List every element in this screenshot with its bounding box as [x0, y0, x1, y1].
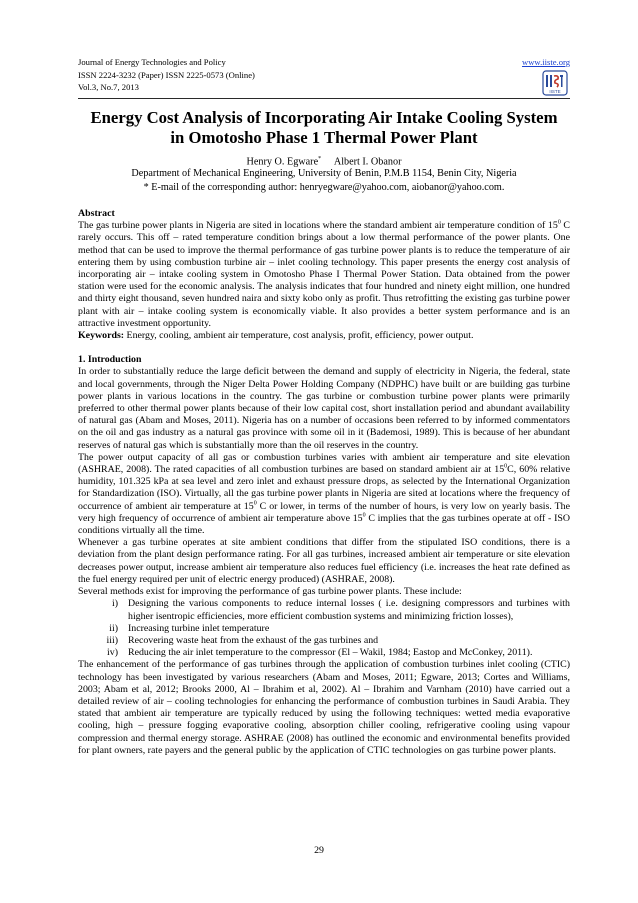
list-item-text: Reducing the air inlet temperature to the compressor (El – Wakil, 1984; Eastop and McConkey, 2011). [128, 647, 533, 659]
list-item [78, 647, 570, 659]
keywords-line [78, 330, 570, 342]
intro-paragraph-1: In order to substantially reduce the large deficit between the demand and supply of electricity in Nigeria, the federal, state and local governments, through the Niger Delta Power Holding Company (NDPHC) have built or are building gas turbine power plants in various locations in the country. The gas turbine or combustion turbine power plants were primarily preferred to other thermal power plants because of their low capital cost, short installation period and abundant availability of natural gas (Abam and Moses, 2011). Nigeria has on a number of occasions been referred to by informed commentators on the oil and gas industry as a natural gas province with some oil in it (Bademosi, 1989). This is because of her abundant reserves of natural gas which is substantially more than the oil reserves in the country. [78, 366, 570, 451]
keywords-text: Energy, cooling, ambient air temperature, cost analysis, profit, efficiency, power output. [124, 330, 474, 342]
header-rule [78, 98, 570, 99]
introduction-heading: 1. Introduction [78, 354, 142, 366]
intro-paragraph-3: Whenever a gas turbine operates at site ambient conditions that differ from the stipulated ISO conditions, there is a deviation from the plant design performance rating. For all gas turbines, increased ambient air temperature or site elevation decreases power output, increase ambient air temperature also reduces fuel efficiency (i.e. increases the heat rate defined as the fuel energy required per unit of electric energy produced) (ASHRAE, 2008). [78, 537, 570, 585]
journal-header [78, 56, 570, 94]
intro-paragraph-4: Several methods exist for improving the performance of gas turbine power plants. These include: [78, 586, 462, 598]
journal-name: Journal of Energy Technologies and Policy [78, 57, 226, 67]
title-line-2: in Omotosho Phase 1 Thermal Power Plant [170, 128, 478, 147]
intro-paragraph-2: The power output capacity of all gas or combustion turbines varies with ambient air temperature and site elevation (ASHRAE, 2008). The rated capacities of all combustion turbines are based on standard ambient air at $15^0C$, 60% relative humidity, 101.325 kPa at sea level and zero inlet and exhaust pressure drops, as selected by the International Organization for Standardization (ISO). Virtually, all the gas turbine power plants in Nigeria are sited at locations where the frequency of occurrence of ambient air temperature at $15^0$ C or lower, in terms of the number of hours, is very low on yearly basis. The very high frequency of occurrence of ambient air temperature above $15^0$ C implies that the gas turbines operate at off - ISO conditions virtually all the time. [78, 451, 570, 537]
list-item-number: ii) [109, 622, 118, 634]
paper-body [78, 208, 570, 757]
volume-line: Vol.3, No.7, 2013 [78, 82, 139, 93]
list-item [78, 635, 570, 647]
list-item-number: i) [111, 598, 118, 610]
list-item-text: Recovering waste heat from the exhaust of the gas turbines and [128, 634, 379, 646]
intro-paragraph-5: The enhancement of the performance of gas turbines through the application of combustion turbines inlet cooling (CTIC) technology has been investigated by various researchers (Abam and Moses, 2011; Egware, 2013; Cortes and Williams, 2003; Abam et al, 2012; Brooks 2000, Al – Ibrahim et al, 2002). Al – Ibrahim and Varnham (2010) have carried out a detailed review of air – cooling technologies for enhancing the performance of combustion turbines in Saudi Arabia. They stated that ambient air temperature are typically reduced by using the following techniques: wetted media evaporative cooling, high – pressure fogging evaporative cooling, absorption chiller cooling, refrigerative cooling using vapour compression and thermal energy storage. ASHRAE (2008) has outlined the economic and environmental benefits provided for plant owners, rate payers and the general public by the application of CTIC technologies on gas turbine power plants. [78, 659, 570, 756]
svg-text:IISTE: IISTE [549, 89, 561, 94]
affiliation: Department of Mechanical Engineering, University of Benin, P.M.B 1154, Benin City, Nigeria [131, 168, 517, 179]
paper-title [78, 108, 570, 148]
journal-url-link[interactable]: www.iiste.org [522, 57, 570, 67]
methods-list [78, 598, 570, 659]
keywords-label: Keywords: [78, 330, 125, 342]
list-item [78, 598, 570, 622]
list-item-number: iii) [106, 634, 118, 646]
iiste-logo [542, 70, 568, 96]
corresponding-mark: * [318, 156, 322, 162]
affiliation-block [78, 167, 570, 194]
page-number: 29 [314, 845, 324, 856]
title-line-1: Energy Cost Analysis of Incorporating Air Intake Cooling System [90, 108, 558, 127]
list-item-number: iv) [107, 647, 118, 659]
iiste-logo-icon [542, 70, 568, 96]
list-item-text: Increasing turbine inlet temperature [128, 622, 270, 634]
list-item [78, 623, 570, 635]
abstract-heading: Abstract [78, 208, 115, 219]
author-1: Henry O. Egware [246, 156, 319, 168]
issn-line: ISSN 2224-3232 (Paper) ISSN 2225-0573 (Online) [78, 69, 255, 80]
abstract-text: The gas turbine power plants in Nigeria are sited in locations where the standard ambient air temperature condition of $15^0$ C rarely occurs. This off – rated temperature condition brings about a low thermal performance of the power plants. One method that can be used to improve the thermal performance of gas turbine power plants is to reduce the temperature of air entering them by using combustion turbine air – inlet cooling technology. This paper presents the energy cost analysis of incorporating air – intake cooling system in Omotosho Phase I Thermal Power Station. Data obtained from the power station were used for the economic analysis. The analysis indicates that four hundred and ninety eight million, one hundred and thirty eight thousand, seven hundred naira and sixty kobo only as profit. Thus retrofitting the existing gas turbine power plant with air – intake cooling system is economically viable. It also provides a better system performance and is an attractive investment opportunity. [78, 219, 570, 329]
author-2: Albert I. Obanor [333, 156, 402, 168]
list-item-text: Designing the various components to reduce internal losses ( i.e. designing compressors and turbines with higher isentropic efficiencies, more efficient combustion systems and minimizing friction losses), [128, 598, 570, 622]
corresponding-email: * E-mail of the corresponding author: henryegware@yahoo.com, aiobanor@yahoo.com. [143, 181, 505, 193]
